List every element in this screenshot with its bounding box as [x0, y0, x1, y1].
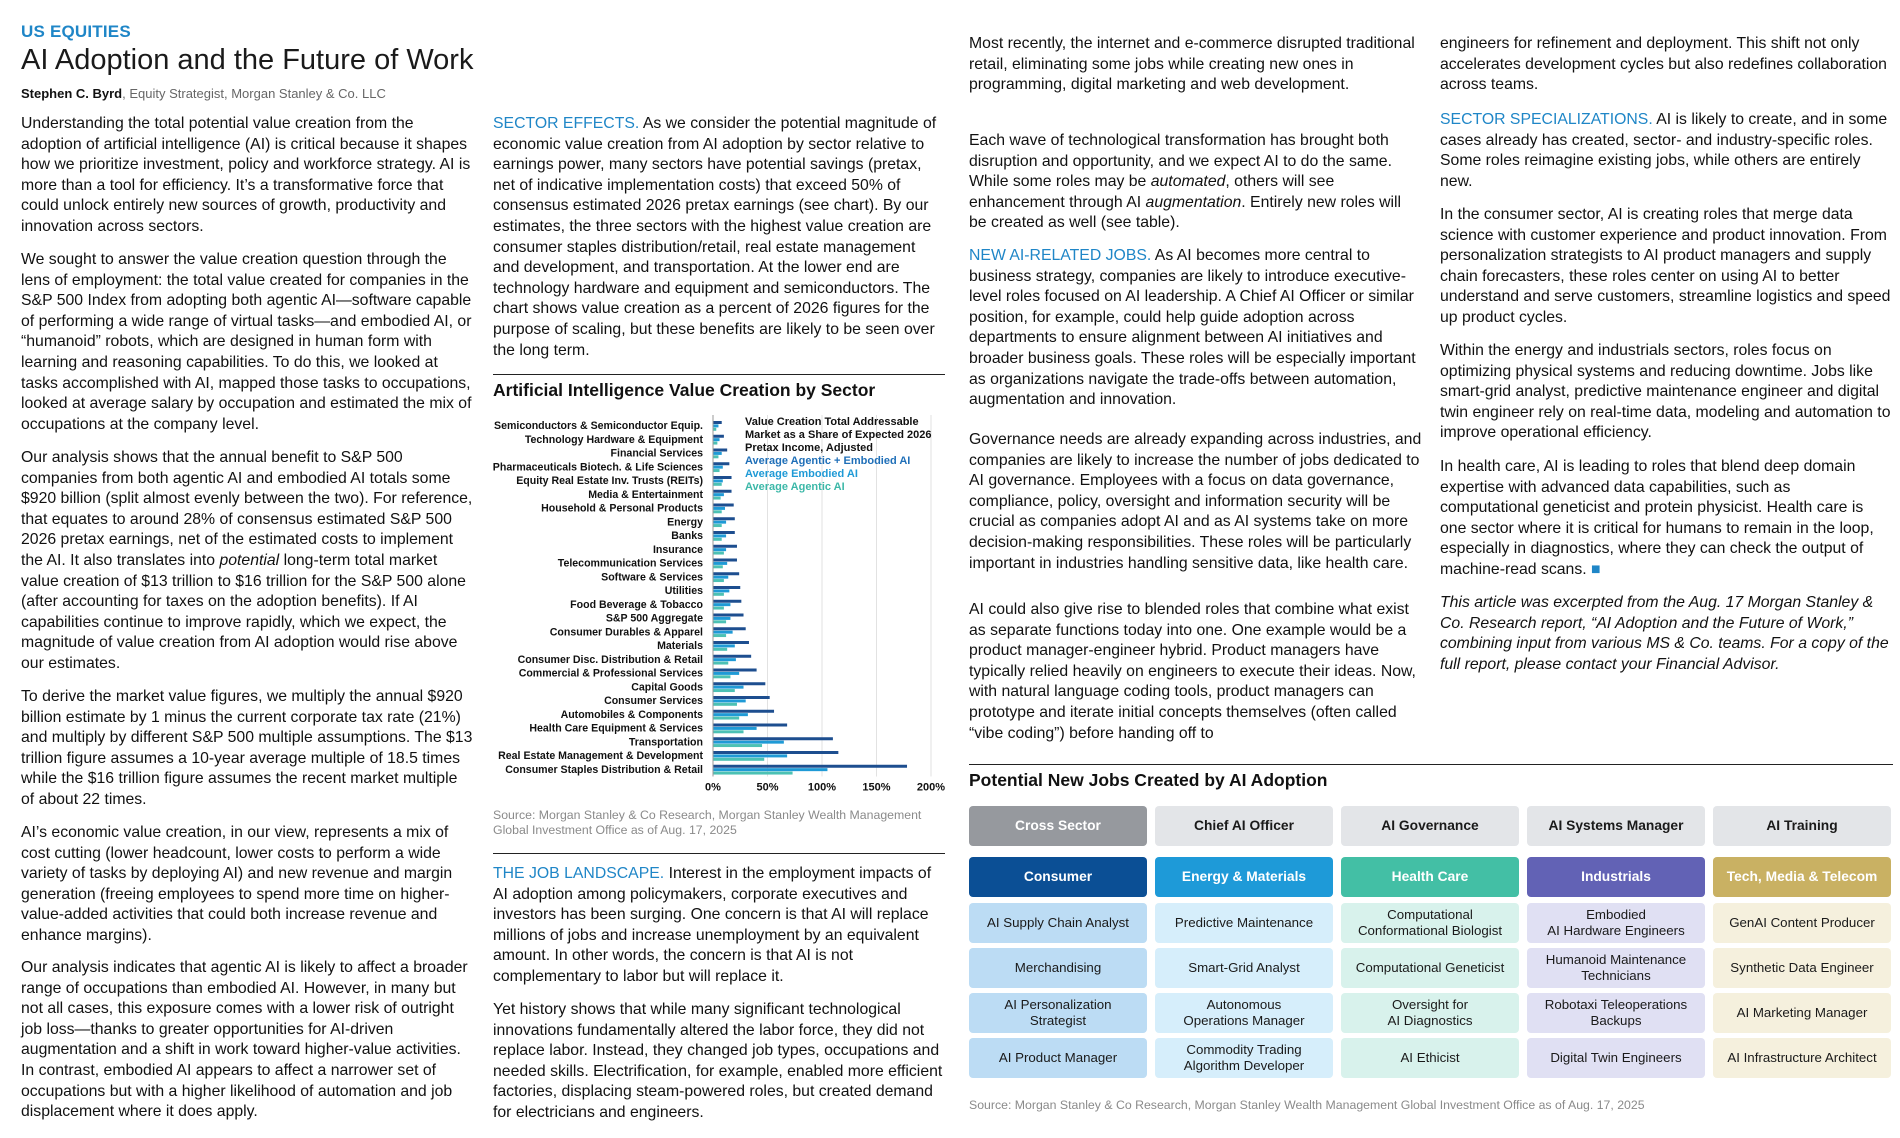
section-lead: SECTOR EFFECTS. [493, 115, 640, 132]
bar-1 [713, 644, 735, 647]
category-label: Food Beverage & Tobacco [570, 598, 703, 611]
bar-1 [713, 699, 746, 702]
cross-sector-job: AI Governance [1341, 806, 1519, 846]
table-source: Source: Morgan Stanley & Co Research, Morgan Stanley Wealth Management Global Investment Office as of Aug. 17, 2025 [969, 1098, 1645, 1112]
cross-sector-job: AI Training [1713, 806, 1891, 846]
bar-1 [713, 466, 723, 469]
job-cell: GenAI Content Producer [1713, 903, 1891, 943]
bar-2 [713, 579, 724, 582]
paragraph: SECTOR SPECIALIZATIONS. AI is likely to create, and in some cases already has created, sector- and industry-specific roles. Some roles reimagine existing jobs, while others are entirely new. [1440, 111, 1888, 190]
job-cell: AI Infrastructure Architect [1713, 1038, 1891, 1078]
bar-1 [713, 741, 784, 744]
paragraph: Governance needs are already expanding across industries, and companies are likely to increase the number of jobs dedicated to AI governance. Employees with a focus on data governance, compliance, policy, oversight and information security will be crucial as companies adopt AI and as AI systems take on more decision-making responsibilities. These roles will be particularly important in industries handling sensitive data, like health care. [969, 431, 1422, 572]
bar-2 [713, 497, 721, 500]
author-name: Stephen C. Byrd [21, 86, 123, 101]
bar-0 [713, 614, 744, 617]
category-label: Energy [667, 516, 703, 529]
category-label: Utilities [664, 585, 703, 597]
sector-header-consumer: Consumer [969, 857, 1147, 897]
category-label: Technology Hardware & Equipment [524, 433, 703, 446]
bar-0 [713, 449, 727, 452]
bar-1 [713, 727, 757, 730]
bar-2 [713, 524, 722, 527]
paragraph: Our analysis shows that the annual benefit to S&P 500 companies from both agentic AI and embodied AI totals some $920 billion (split almost evenly between the two). For reference, that equates to around 28% of consensus estimated S&P 500 2026 pretax earnings, net of the estimated costs to implement the AI. It also translates into potential long-term total market value creation of $13 trillion to $16 trillion for the S&P 500 alone (after accounting for taxes on the adoption benefits). If AI capabilities continue to improve rapidly, which we expect, the magnitude of value creation from AI adoption would rise above our estimates. [21, 449, 473, 672]
bar-2 [713, 593, 724, 596]
bar-0 [713, 517, 735, 520]
paragraph: engineers for refinement and deployment. This shift not only accelerates development cycles but also redefines collaboration across teams. [1440, 35, 1887, 94]
sector-header-energy-materials: Energy & Materials [1155, 857, 1333, 897]
paragraph: Each wave of technological transformation has brought both disruption and opportunity, and we expect AI to do the same. While some roles may be automated, others will see enhancement through AI augmentation. Entirely new roles will be created as well (see table). [969, 132, 1402, 232]
figure-rule [493, 374, 945, 375]
job-cell: Synthetic Data Engineer [1713, 948, 1891, 988]
paragraph: To derive the market value figures, we multiply the annual $920 billion estimate by 1 minus the current corporate tax rate (21%) and multiply by different S&P 500 multiple assumptions. The $13 trillion figure assumes a 10-year average multiple of 18.5 times while the $16 trillion figure assumes the recent market multiple of about 22 times. [21, 688, 473, 808]
section-eyebrow: US EQUITIES [21, 22, 131, 41]
jobs-table [969, 806, 1893, 1081]
cross-sector-job: AI Systems Manager [1527, 806, 1705, 846]
bar-0 [713, 476, 732, 479]
paragraph: Within the energy and industrials sectors, roles focus on optimizing physical systems and reducing downtime. Jobs like smart-grid analyst, predictive maintenance engineer and digital twin engineer rely on real-time data, modeling and automation to improve operational efficiency. [1440, 342, 1891, 442]
bar-1 [713, 672, 739, 675]
x-tick-label: 0% [705, 781, 721, 794]
category-label: Real Estate Management & Development [498, 750, 703, 762]
legend-entry: Average Agentic AI [745, 481, 845, 493]
x-tick-label: 150% [862, 781, 891, 794]
bar-0 [713, 724, 787, 727]
bar-0 [713, 559, 737, 562]
bar-2 [713, 758, 764, 761]
job-cell: Smart-Grid Analyst [1155, 948, 1333, 988]
bar-0 [713, 710, 774, 713]
legend-title: Value Creation Total Addressable Market as a Share of Expected 2026 Pretax Income, Adjusted [745, 416, 932, 454]
paragraph: AI’s economic value creation, in our view, represents a mix of cost cutting (lower headcount, lower costs to perform a wide variety of tasks by deploying AI) and new revenue and margin generation (freeing employees to spend more time on higher-value-added activities that could both increase revenue and enhance margins). [21, 824, 453, 944]
legend-entry: Average Embodied AI [745, 468, 858, 480]
table-rule [969, 764, 1893, 765]
bar-2 [713, 607, 724, 610]
section-lead: THE JOB LANDSCAPE. [493, 865, 665, 882]
category-label: Pharmaceuticals Biotech. & Life Sciences [493, 461, 703, 474]
category-label: Consumer Durables & Apparel [549, 626, 703, 639]
job-cell: Oversight for AI Diagnostics [1341, 993, 1519, 1033]
category-label: Insurance [652, 543, 703, 556]
category-label: Health Care Equipment & Services [529, 722, 703, 735]
bar-0 [713, 751, 838, 754]
bar-1 [713, 631, 733, 634]
bar-1 [713, 713, 748, 716]
category-label: Telecommunication Services [557, 557, 703, 570]
paragraph: Most recently, the internet and e-commerce disrupted traditional retail, eliminating some jobs while creating new ones in programming, digital marketing and web development. [969, 35, 1415, 94]
bar-2 [713, 648, 727, 651]
job-cell: Predictive Maintenance [1155, 903, 1333, 943]
table-title: Potential New Jobs Created by AI Adoption [969, 770, 1328, 790]
bar-0 [713, 421, 722, 424]
sector-header-tech-media-telecom: Tech, Media & Telecom [1713, 857, 1891, 897]
chart-source: Source: Morgan Stanley & Co Research, Morgan Stanley Wealth Management Global Investment Office as of Aug. 17, 2025 [493, 808, 922, 837]
job-cell: AI Supply Chain Analyst [969, 903, 1147, 943]
bar-2 [713, 744, 762, 747]
bar-1 [713, 479, 723, 482]
category-label: Transportation [628, 736, 703, 749]
bar-0 [713, 682, 765, 685]
bar-2 [713, 689, 735, 692]
bar-1 [713, 658, 736, 661]
bar-2 [713, 565, 723, 568]
article-title: AI Adoption and the Future of Work [21, 44, 474, 76]
category-label: Semiconductors & Semiconductor Equip. [494, 420, 703, 432]
paragraph: SECTOR EFFECTS. As we consider the potential magnitude of economic value creation from AI adoption by sector relative to earnings power, many sectors have potential savings (pretax, net of indicative implementation costs) that exceed 50% of consensus estimated 2026 pretax earnings (see chart). By our estimates, the three sectors with the highest value creation are consumer staples distribution/retail, real estate management and development, and transportation. At the lower end are technology hardware and equipment and semiconductors. The chart shows value creation as a percent of 2026 figures for the purpose of scaling, but these benefits are likely to be seen over the long term. [493, 115, 937, 359]
bar-0 [713, 669, 757, 672]
paragraph: AI could also give rise to blended roles that combine what exist as separate functions today into one. One example would be a product manager-engineer hybrid. Product managers have typically relied heavily on engineers to execute their ideas. Now, with natural language coding tools, product managers can prototype and iterate initial concepts themselves (often called “vibe coding”) before handing off to [969, 601, 1416, 742]
bar-1 [713, 576, 728, 579]
section-lead: SECTOR SPECIALIZATIONS. [1440, 111, 1653, 128]
excerpt-note: This article was excerpted from the Aug. 17 Morgan Stanley & Co. Research report, “AI Adoption and the Future of Work,” combining input from various MS & Co. teams. For a copy of the full report, please contact your Financial Advisor. [1440, 594, 1889, 673]
category-label: S&P 500 Aggregate [605, 612, 703, 625]
bar-0 [713, 572, 739, 575]
job-cell: Computational Geneticist [1341, 948, 1519, 988]
bar-0 [713, 696, 770, 699]
category-label: Media & Entertainment [588, 488, 703, 501]
bar-0 [713, 545, 737, 548]
job-cell: Merchandising [969, 948, 1147, 988]
job-cell: AI Personalization Strategist [969, 993, 1147, 1033]
paragraph: THE JOB LANDSCAPE. Interest in the employment impacts of AI adoption among policymakers, corporate executives and investors has been surging. One concern is that AI will replace millions of jobs and increase unemployment by an equivalent amount. In other words, the concern is that AI is not complementary to labor but will replace it. [493, 865, 932, 985]
bar-0 [713, 586, 740, 589]
bar-0 [713, 504, 734, 507]
job-cell: Digital Twin Engineers [1527, 1038, 1705, 1078]
bar-1 [713, 438, 720, 441]
job-cell: Computational Conformational Biologist [1341, 903, 1519, 943]
bar-2 [713, 538, 722, 541]
bar-2 [713, 483, 722, 486]
bar-2 [713, 730, 744, 733]
job-cell: Embodied AI Hardware Engineers [1527, 903, 1705, 943]
category-label: Software & Services [601, 571, 703, 584]
bar-1 [713, 507, 725, 510]
bar-0 [713, 655, 751, 658]
job-cell: Commodity Trading Algorithm Developer [1155, 1038, 1333, 1078]
job-cell: AI Product Manager [969, 1038, 1147, 1078]
bar-1 [713, 534, 726, 537]
paragraph: Understanding the total potential value creation from the adoption of artificial intelligence (AI) is critical because it shapes how we prioritize investment, policy and workforce strategy. AI is more than a tool for efficiency. It’s a transformative force that could unlock entirely new sources of growth, productivity and innovation across sectors. [21, 115, 471, 235]
bar-1 [713, 562, 727, 565]
author-role: , Equity Strategist, Morgan Stanley & Co. LLC [122, 86, 386, 101]
chart-title: Artificial Intelligence Value Creation by Sector [493, 380, 876, 400]
bar-2 [713, 703, 737, 706]
bar-0 [713, 627, 746, 630]
bar-2 [713, 675, 730, 678]
bar-0 [713, 435, 724, 438]
bar-0 [713, 600, 741, 603]
bar-2 [713, 662, 728, 665]
bar-0 [713, 765, 907, 768]
byline [21, 86, 386, 101]
category-label: Household & Personal Products [541, 502, 703, 515]
bar-0 [713, 737, 833, 740]
category-label: Automobiles & Components [560, 708, 703, 721]
paragraph: In the consumer sector, AI is creating roles that merge data science with customer experience and product innovation. From personalization strategists to AI product managers and supply chain forecasters, these roles center on using AI to better understand and serve customers, streamline logistics and speed up product cycles. [1440, 206, 1891, 326]
job-cell: Autonomous Operations Manager [1155, 993, 1333, 1033]
bar-1 [713, 521, 726, 524]
paragraph: Our analysis indicates that agentic AI is likely to affect a broader range of occupations than embodied AI. However, in many but not all cases, this exposure comes with a lower risk of outright job loss—thanks to greater opportunities for AI-driven augmentation and a shift in work toward higher-value activities. In contrast, embodied AI appears to affect a narrower set of occupations but with a higher likelihood of automation and job displacement where it does apply. [21, 959, 468, 1121]
end-mark: ■ [1591, 560, 1601, 578]
x-tick-label: 200% [916, 781, 945, 794]
bar-0 [713, 462, 729, 465]
category-label: Commercial & Professional Services [518, 667, 703, 680]
job-cell: Humanoid Maintenance Technicians [1527, 948, 1705, 988]
job-cell: AI Marketing Manager [1713, 993, 1891, 1033]
bar-1 [713, 493, 724, 496]
bar-0 [713, 641, 749, 644]
bar-2 [713, 620, 726, 623]
bar-2 [713, 510, 722, 513]
x-tick-label: 100% [807, 781, 837, 794]
bar-1 [713, 424, 718, 427]
bar-2 [713, 442, 717, 445]
category-label: Consumer Staples Distribution & Retail [505, 763, 703, 776]
cross-sector-header: Cross Sector [969, 806, 1147, 846]
sector-header-industrials: Industrials [1527, 857, 1705, 897]
bar-1 [713, 603, 730, 606]
job-cell: AI Ethicist [1341, 1038, 1519, 1078]
category-label: Materials [657, 640, 703, 652]
chart-legend [745, 416, 945, 494]
bar-1 [713, 754, 787, 757]
bar-0 [713, 531, 735, 534]
bar-0 [713, 490, 732, 493]
sector-header-health-care: Health Care [1341, 857, 1519, 897]
bar-2 [713, 455, 718, 458]
paragraph: NEW AI-RELATED JOBS. As AI becomes more central to business strategy, companies are likely to introduce executive-level roles focused on AI leadership. A Chief AI Officer or similar position, for example, could help guide adoption across departments to ensure alignment between AI initiatives and broader business goals. These roles will be especially important as organizations navigate the trade-offs between automation, augmentation and innovation. [969, 247, 1416, 409]
paragraph: In health care, AI is leading to roles that blend deep domain expertise with advanced data capabilities, such as computational geneticist and protein physicist. Health care is one sector where it is critical for humans to remain in the loop, especially in diagnostics, where they can check the output of machine-read scans. ■ [1440, 458, 1874, 578]
category-label: Consumer Disc. Distribution & Retail [517, 653, 703, 666]
cross-sector-job: Chief AI Officer [1155, 806, 1333, 846]
legend-entry: Average Agentic + Embodied AI [745, 455, 911, 467]
bar-2 [713, 469, 720, 472]
paragraph: We sought to answer the value creation question through the lens of employment: the total value created for companies in the S&P 500 Index from adopting both agentic AI—software capable of performing a wide range of virtual tasks—and embodied AI, or “humanoid” robots, which are designed in human form with learning and reasoning capabilities. To do this, we looked at tasks accomplished with AI, mapped those tasks to occupations, looked at average salary by occupation and estimated the mix of occupations at the company level. [21, 251, 472, 433]
bar-1 [713, 452, 722, 455]
x-tick-label: 50% [756, 781, 779, 794]
bar-1 [713, 589, 729, 592]
bar-2 [713, 717, 739, 720]
bar-2 [713, 634, 726, 637]
bar-1 [713, 548, 726, 551]
paragraph: Yet history shows that while many significant technological innovations fundamentally altered the labor force, they did not replace labor. Instead, they changed job types, occupations and needed skills. Electrification, for example, enabled more efficient factories, displacing steam-powered roles, but created demand for electricians and engineers. [493, 1001, 943, 1121]
job-cell: Robotaxi Teleoperations Backups [1527, 993, 1705, 1033]
section-rule [493, 853, 945, 854]
bar-1 [713, 617, 730, 620]
category-label: Banks [671, 530, 703, 542]
category-label: Financial Services [610, 447, 703, 460]
section-lead: NEW AI-RELATED JOBS. [969, 247, 1152, 264]
bar-2 [713, 552, 724, 555]
bar-1 [713, 686, 744, 689]
category-label: Consumer Services [604, 695, 703, 707]
category-label: Equity Real Estate Inv. Trusts (REITs) [516, 475, 703, 487]
category-label: Capital Goods [631, 681, 703, 694]
bar-1 [713, 768, 827, 771]
bar-2 [713, 772, 793, 775]
